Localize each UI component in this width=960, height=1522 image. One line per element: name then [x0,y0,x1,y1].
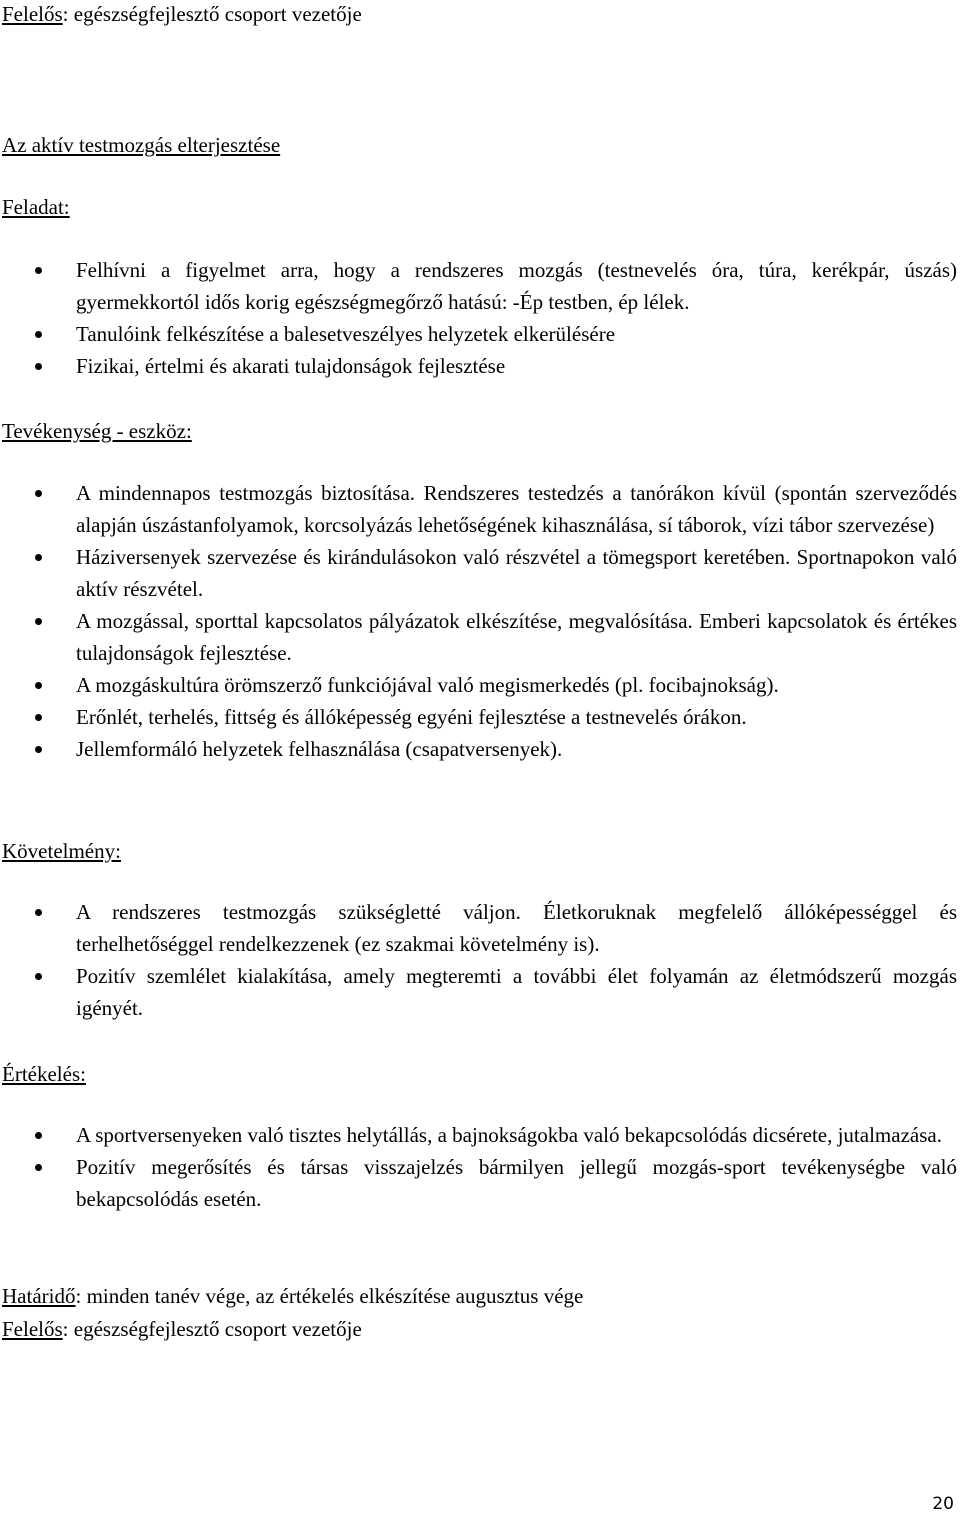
list-item: Tanulóink felkészítése a balesetveszélyes helyzetek elkerülésére [0,318,957,350]
list-item: Erőnlét, terhelés, fittség és állóképesség egyéni fejlesztése a testnevelés órákon. [0,701,957,733]
kovetelmeny-list [0,896,957,1024]
ertekeles-heading: Értékelés: [2,1062,86,1086]
ertekeles-list [0,1119,957,1215]
list-item: Pozitív megerősítés és társas visszajelzés bármilyen jellegű mozgás-sport tevékenységbe való bekapcsolódás esetén. [0,1151,957,1215]
feladat-list [0,254,957,382]
page-number: 20 [932,1494,954,1514]
list-item: A sportversenyeken való tisztes helytállás, a bajnokságokba való bekapcsolódás dicsérete, jutalmazása. [0,1119,957,1151]
list-item: A mozgással, sporttal kapcsolatos pályázatok elkészítése, megvalósítása. Emberi kapcsolatok és értékes tulajdonságok fejlesztése. [0,605,957,669]
list-item: Jellemformáló helyzetek felhasználása (csapatversenyek). [0,733,957,765]
deadline-text: : minden tanév vége, az értékelés elkészítése augusztus vége [75,1284,584,1308]
responsible-line-top [2,1,362,27]
responsible-label: Felelős [2,1317,63,1341]
tevekenyseg-heading: Tevékenység - eszköz: [2,419,192,443]
list-item: Pozitív szemlélet kialakítása, amely megteremti a további élet folyamán az életmódszerű mozgás igényét. [0,960,957,1024]
responsible-line [2,1316,362,1342]
list-item: Felhívni a figyelmet arra, hogy a rendszeres mozgás (testnevelés óra, túra, kerékpár, úszás) gyermekkortól idős korig egészségmegőrző hatású: -Ép testben, ép lélek. [0,254,957,318]
responsible-label: Felelős [2,2,63,26]
list-item: A rendszeres testmozgás szükségletté váljon. Életkoruknak megfelelő állóképességgel és terhelhetőséggel rendelkezzenek (ez szakmai követelmény is). [0,896,957,960]
list-item: A mozgáskultúra örömszerző funkciójával való megismerkedés (pl. focibajnokság). [0,669,957,701]
deadline-label: Határidő [2,1284,76,1308]
list-item: Fizikai, értelmi és akarati tulajdonságok fejlesztése [0,350,957,382]
kovetelmeny-heading: Követelmény: [2,839,121,863]
list-item: Háziversenyek szervezése és kirándulásokon való részvétel a tömegsport keretében. Sportnapokon való aktív részvétel. [0,541,957,605]
list-item: A mindennapos testmozgás biztosítása. Rendszeres testedzés a tanórákon kívül (spontán szerveződés alapján úszástanfolyamok, korcsolyázás lehetőségének kihasználása, sí táborok, vízi tábor szervezése) [0,477,957,541]
tevekenyseg-list [0,477,957,765]
section-title: Az aktív testmozgás elterjesztése [2,133,281,157]
deadline-line [2,1283,583,1309]
feladat-heading: Feladat: [2,195,70,219]
responsible-text: : egészségfejlesztő csoport vezetője [62,1317,362,1341]
responsible-text: : egészségfejlesztő csoport vezetője [62,2,362,26]
